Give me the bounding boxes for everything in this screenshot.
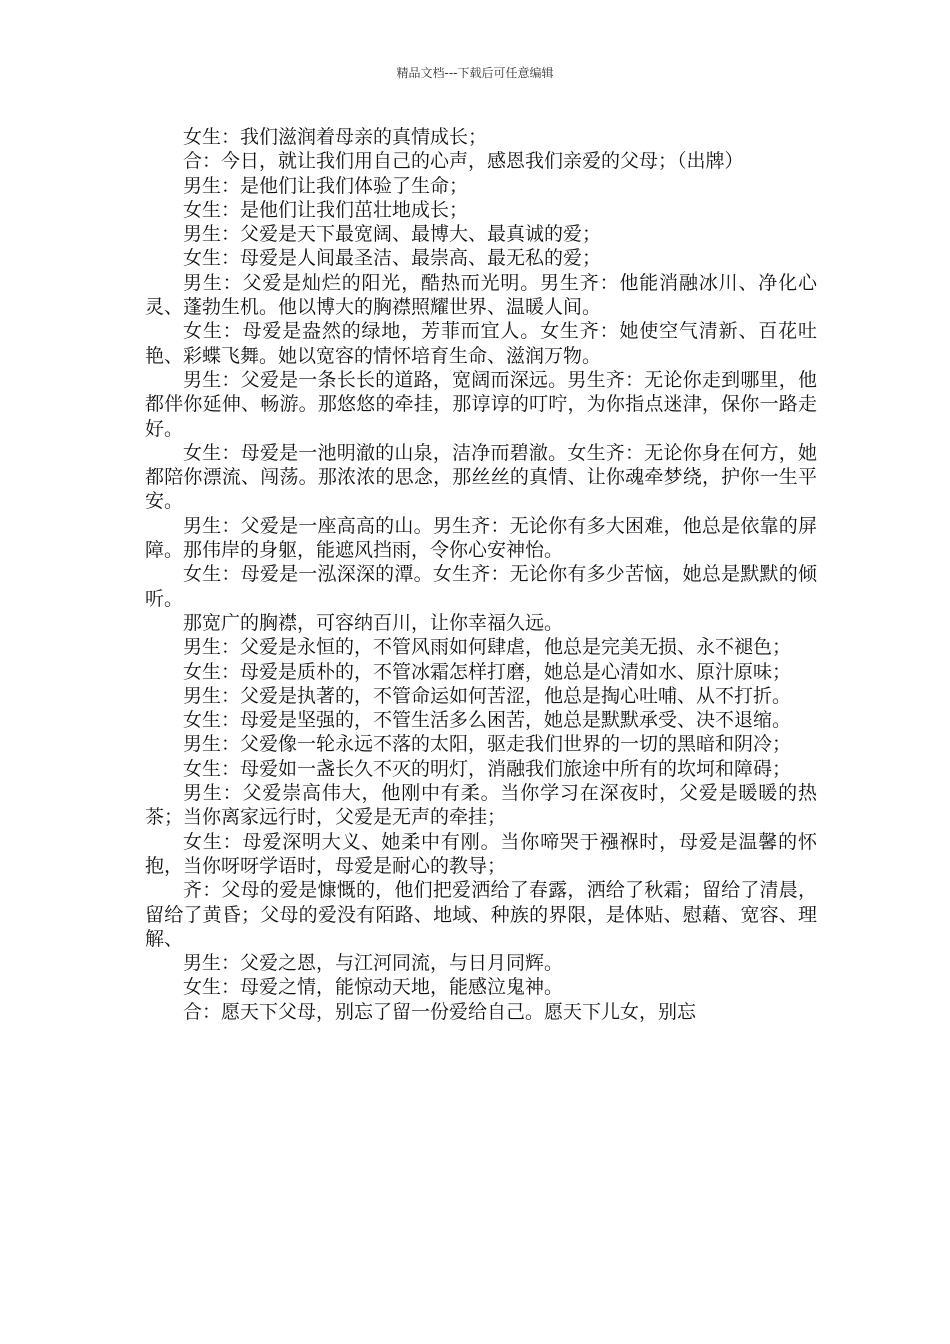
paragraph: 女生：我们滋润着母亲的真情成长； [183,126,488,148]
page-header: 精品文档---下载后可任意编辑 [396,66,554,80]
paragraph: 合：愿天下父母，别忘了留一份爱给自己。愿天下儿女，别忘 [183,1000,697,1023]
paragraph: 那宽广的胸襟，可容纳百川，让你幸福久远。 [183,611,564,634]
paragraph: 男生：父爱是灿烂的阳光，酷热而光明。男生齐：他能消融冰川、净化心灵、蓬勃生机。他以博大的胸襟照耀世界、温暖人间。 [145,271,817,319]
document-body [145,125,817,1024]
paragraph: 女生：母爱是坚强的，不管生活多么困苦，她总是默默承受、决不退缩。 [183,709,792,732]
paragraph: 女生：母爱深明大义、她柔中有刚。当你啼哭于襁褓时，母爱是温馨的怀抱，当你呀呀学语时，母爱是耐心的教导； [145,830,817,877]
paragraph: 女生：母爱如一盏长久不灭的明灯，消融我们旅途中所有的坎坷和障碍； [183,757,792,780]
paragraph: 男生：父爱像一轮永远不落的太阳，驱走我们世界的一切的黑暗和阴冷； [183,733,792,756]
paragraph: 合：今日，就让我们用自己的心声，感恩我们亲爱的父母；（出牌） [183,150,744,173]
paragraph: 男生：父爱崇高伟大，他刚中有柔。当你学习在深夜时，父爱是暖暖的热茶；当你离家远行时，父爱是无声的牵挂； [145,782,817,829]
paragraph: 女生：母爱是盎然的绿地，芳菲而宜人。女生齐：她使空气清新、百花吐艳、彩蝶飞舞。她以宽容的情怀培育生命、滋润万物。 [145,320,817,367]
paragraph: 男生：父爱是执著的，不管命运如何苦涩，他总是掏心吐哺、从不打折。 [183,684,792,707]
paragraph: 男生：父爱是天下最宽阔、最博大、最真诚的爱； [183,223,602,246]
paragraph: 齐：父母的爱是慷慨的，他们把爱洒给了春露，洒给了秋霜；留给了清晨，留给了黄昏；父母的爱没有陌路、地域、种族的界限，是体贴、慰藉、宽容、理解、 [145,879,817,950]
paragraph: 男生：父爱之恩，与江河同流，与日月同辉。 [183,952,564,975]
paragraph: 女生：是他们让我们茁壮地成长； [183,198,469,221]
paragraph: 女生：母爱是一泓深深的潭。女生齐：无论你有多少苦恼，她总是默默的倾听。 [145,563,817,610]
paragraph: 女生：母爱之情，能惊动天地，能感泣鬼神。 [183,976,564,999]
paragraph: 男生：是他们让我们体验了生命； [183,174,469,197]
paragraph: 男生：父爱是一座高高的山。男生齐：无论你有多大困难，他总是依靠的屏障。那伟岸的身躯，能遮风挡雨，令你心安神怡。 [145,514,817,562]
paragraph: 女生：母爱是人间最圣洁、最崇高、最无私的爱； [183,247,602,270]
paragraph: 男生：父爱是一条长长的道路，宽阔而深远。男生齐：无论你走到哪里，他都伴你延伸、畅游。那悠悠的牵挂，那谆谆的叮咛，为你指点迷津，保你一路走好。 [145,368,817,440]
paragraph: 女生：母爱是质朴的，不管冰霜怎样打磨，她总是心清如水、原汁原味； [183,660,792,683]
paragraph: 女生：母爱是一池明澈的山泉，洁净而碧澈。女生齐：无论你身在何方，她都陪你漂流、闯荡。那浓浓的思念，那丝丝的真情、让你魂牵梦绕，护你一生平安。 [145,441,817,513]
paragraph: 男生：父爱是永恒的，不管风雨如何肆虐，他总是完美无损、永不褪色； [183,636,792,659]
